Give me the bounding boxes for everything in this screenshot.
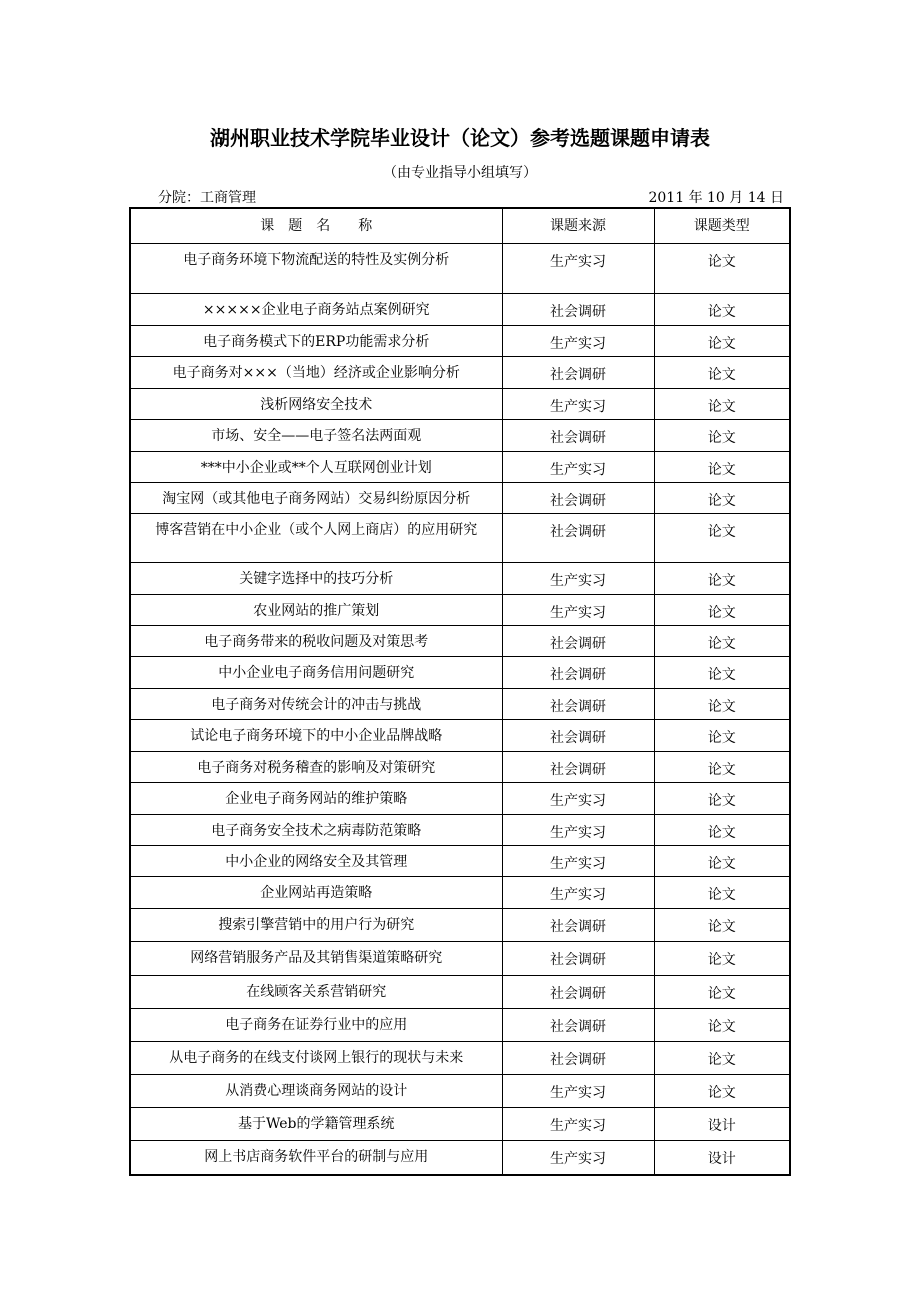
table-row	[130, 326, 790, 357]
type-cell: 论文	[654, 294, 790, 326]
table-row	[130, 389, 790, 420]
table-row	[130, 1042, 790, 1075]
topic-cell: 电子商务对传统会计的冲击与挑战	[130, 689, 502, 720]
source-cell: 社会调研	[502, 483, 654, 514]
topic-cell: 企业电子商务网站的维护策略	[130, 783, 502, 815]
source-cell: 生产实习	[502, 815, 654, 846]
source-cell: 社会调研	[502, 657, 654, 689]
subtitle: （由专业指导小组填写）	[383, 165, 537, 181]
source-cell: 社会调研	[502, 294, 654, 326]
table-row	[130, 877, 790, 909]
topic-cell: 电子商务环境下物流配送的特性及实例分析	[130, 244, 502, 294]
source-cell: 生产实习	[502, 563, 654, 595]
type-cell: 论文	[654, 244, 790, 294]
table-row	[130, 689, 790, 720]
source-cell: 生产实习	[502, 389, 654, 420]
topic-cell: 从电子商务的在线支付谈网上银行的现状与未来	[130, 1042, 502, 1075]
source-cell: 生产实习	[502, 595, 654, 626]
topic-cell: 关键字选择中的技巧分析	[130, 563, 502, 595]
source-cell: 生产实习	[502, 1075, 654, 1108]
topic-cell: 电子商务模式下的ERP功能需求分析	[130, 326, 502, 357]
type-cell: 论文	[654, 976, 790, 1009]
type-cell: 论文	[654, 420, 790, 452]
source-cell: 社会调研	[502, 357, 654, 389]
source-cell: 生产实习	[502, 783, 654, 815]
table-row	[130, 815, 790, 846]
source-cell: 社会调研	[502, 976, 654, 1009]
table-header	[130, 208, 790, 244]
type-cell: 论文	[654, 514, 790, 563]
type-cell: 论文	[654, 689, 790, 720]
type-cell: 论文	[654, 815, 790, 846]
topic-cell: 浅析网络安全技术	[130, 389, 502, 420]
topic-cell: 基于Web的学籍管理系统	[130, 1108, 502, 1141]
type-cell: 论文	[654, 483, 790, 514]
topic-cell: 中小企业电子商务信用问题研究	[130, 657, 502, 689]
table-row	[130, 942, 790, 976]
source-cell: 生产实习	[502, 1108, 654, 1141]
type-cell: 论文	[654, 1075, 790, 1108]
type-cell: 论文	[654, 657, 790, 689]
table-row	[130, 1141, 790, 1175]
table-row	[130, 244, 790, 294]
type-cell: 论文	[654, 595, 790, 626]
type-cell: 论文	[654, 909, 790, 942]
topic-cell: 淘宝网（或其他电子商务网站）交易纠纷原因分析	[130, 483, 502, 514]
topic-cell: ×××××企业电子商务站点案例研究	[130, 294, 502, 326]
source-cell: 社会调研	[502, 514, 654, 563]
table-row	[130, 909, 790, 942]
table-row	[130, 514, 790, 563]
type-cell: 论文	[654, 942, 790, 976]
source-cell: 社会调研	[502, 720, 654, 752]
topic-cell: 网上书店商务软件平台的研制与应用	[130, 1141, 502, 1175]
source-cell: 社会调研	[502, 689, 654, 720]
table-row	[130, 452, 790, 483]
table-row	[130, 420, 790, 452]
table-row	[130, 294, 790, 326]
table-row	[130, 595, 790, 626]
topic-cell: 农业网站的推广策划	[130, 595, 502, 626]
table-row	[130, 1009, 790, 1042]
source-cell: 社会调研	[502, 420, 654, 452]
type-cell: 论文	[654, 752, 790, 783]
table-row	[130, 657, 790, 689]
table-row	[130, 1108, 790, 1141]
department: 分院：工商管理	[158, 190, 256, 206]
type-cell: 论文	[654, 326, 790, 357]
topic-cell: 博客营销在中小企业（或个人网上商店）的应用研究	[130, 514, 502, 563]
source-cell: 社会调研	[502, 1009, 654, 1042]
topic-cell: 电子商务带来的税收问题及对策思考	[130, 626, 502, 657]
type-cell: 论文	[654, 877, 790, 909]
topic-cell: 电子商务在证券行业中的应用	[130, 1009, 502, 1042]
type-cell: 论文	[654, 720, 790, 752]
topic-cell: 电子商务对×××（当地）经济或企业影响分析	[130, 357, 502, 389]
source-cell: 社会调研	[502, 1042, 654, 1075]
source-cell: 生产实习	[502, 1141, 654, 1175]
topic-cell: 试论电子商务环境下的中小企业品牌战略	[130, 720, 502, 752]
type-cell: 论文	[654, 357, 790, 389]
source-cell: 生产实习	[502, 244, 654, 294]
table-row	[130, 846, 790, 877]
table-row	[130, 563, 790, 595]
type-cell: 论文	[654, 389, 790, 420]
table-row	[130, 357, 790, 389]
source-cell: 生产实习	[502, 846, 654, 877]
source-cell: 社会调研	[502, 626, 654, 657]
topic-cell: 企业网站再造策略	[130, 877, 502, 909]
header-source: 课题来源	[502, 208, 654, 244]
table-row	[130, 626, 790, 657]
table-row	[130, 720, 790, 752]
topic-cell: 从消费心理谈商务网站的设计	[130, 1075, 502, 1108]
header-topic: 课 题 名 称	[130, 208, 502, 244]
type-cell: 设计	[654, 1141, 790, 1175]
source-cell: 生产实习	[502, 326, 654, 357]
type-cell: 论文	[654, 563, 790, 595]
type-cell: 论文	[654, 846, 790, 877]
topic-cell: 在线顾客关系营销研究	[130, 976, 502, 1009]
source-cell: 社会调研	[502, 909, 654, 942]
type-cell: 论文	[654, 626, 790, 657]
topic-cell: 市场、安全——电子签名法两面观	[130, 420, 502, 452]
header-type: 课题类型	[654, 208, 790, 244]
topic-cell: 搜索引擎营销中的用户行为研究	[130, 909, 502, 942]
date: 2011 年 10 月 14 日	[648, 190, 784, 206]
source-cell: 生产实习	[502, 877, 654, 909]
page-title: 湖州职业技术学院毕业设计（论文）参考选题课题申请表	[210, 126, 710, 150]
table-row	[130, 483, 790, 514]
topic-cell: 中小企业的网络安全及其管理	[130, 846, 502, 877]
source-cell: 社会调研	[502, 942, 654, 976]
table-row	[130, 976, 790, 1009]
topics-table	[129, 207, 791, 1176]
type-cell: 论文	[654, 783, 790, 815]
type-cell: 设计	[654, 1108, 790, 1141]
type-cell: 论文	[654, 1009, 790, 1042]
table-row	[130, 752, 790, 783]
topic-cell: ***中小企业或**个人互联网创业计划	[130, 452, 502, 483]
type-cell: 论文	[654, 1042, 790, 1075]
topic-cell: 网络营销服务产品及其销售渠道策略研究	[130, 942, 502, 976]
table-row	[130, 1075, 790, 1108]
topic-cell: 电子商务对税务稽查的影响及对策研究	[130, 752, 502, 783]
topic-cell: 电子商务安全技术之病毒防范策略	[130, 815, 502, 846]
table-row	[130, 783, 790, 815]
source-cell: 社会调研	[502, 752, 654, 783]
type-cell: 论文	[654, 452, 790, 483]
source-cell: 生产实习	[502, 452, 654, 483]
